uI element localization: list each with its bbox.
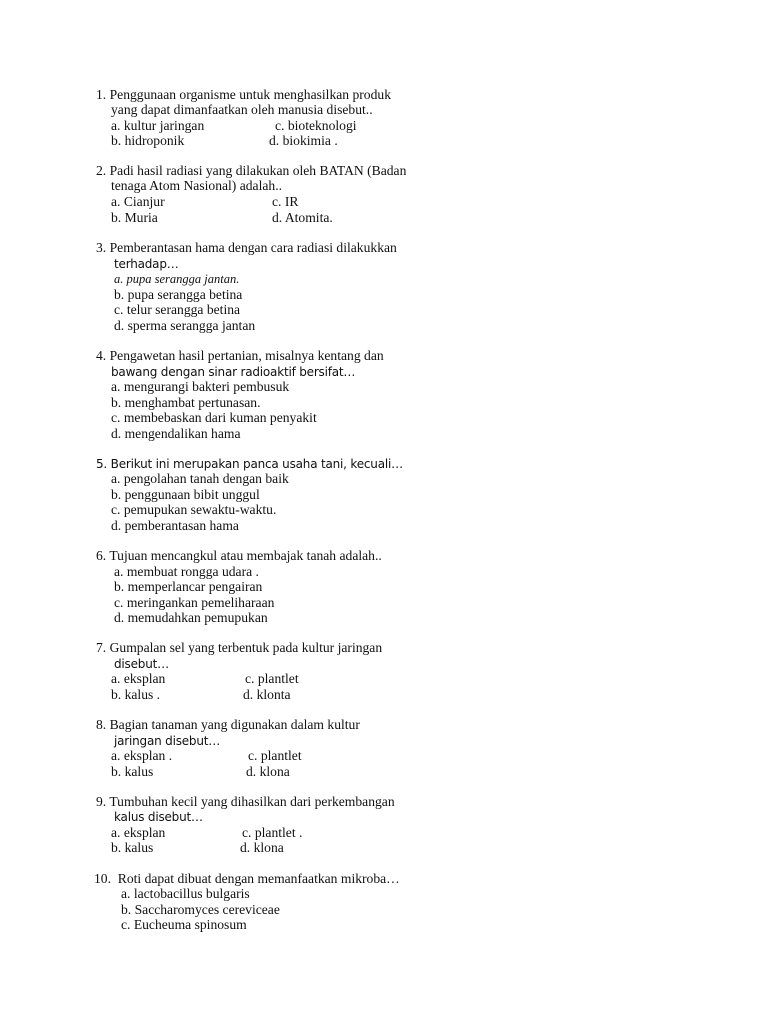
question-4-option-a: a. mengurangi bakteri pembusuk xyxy=(111,379,290,394)
question-6-option-c: c. meringankan pemeliharaan xyxy=(114,595,275,610)
question-9-option-a: a. eksplan xyxy=(111,825,166,840)
question-1-option-d: d. biokimia . xyxy=(269,133,338,148)
question-2-option-b: b. Muria xyxy=(111,210,158,225)
question-9-option-b: b. kalus xyxy=(111,840,154,855)
question-9-option-d: d. klona xyxy=(240,840,284,855)
question-10-option-b: b. Saccharomyces cereviceae xyxy=(121,902,280,917)
question-6-option-b: b. memperlancar pengairan xyxy=(114,579,263,594)
question-10-stem: 10. Roti dapat dibuat dengan memanfaatkan mikroba… xyxy=(94,871,400,886)
question-6-stem: 6. Tujuan mencangkul atau membajak tanah adalah.. xyxy=(96,548,382,563)
question-4-option-b: b. menghambat pertunasan. xyxy=(111,395,261,410)
question-10-option-c: c. Eucheuma spinosum xyxy=(121,917,247,932)
question-4-stem-line-2: bawang dengan sinar radioaktif bersifat… xyxy=(111,365,356,379)
question-2-option-c: c. IR xyxy=(272,194,299,209)
question-4-option-c: c. membebaskan dari kuman penyakit xyxy=(111,410,317,425)
question-6-option-d: d. memudahkan pemupukan xyxy=(114,610,268,625)
question-3-stem-line-1: 3. Pemberantasan hama dengan cara radiasi dilakukkan xyxy=(96,240,397,255)
question-3-stem-line-2: terhadap… xyxy=(114,257,179,271)
question-8-stem-line-2: jaringan disebut… xyxy=(114,734,221,748)
question-8-option-d: d. klona xyxy=(246,764,290,779)
question-3-option-a: a. pupa serangga jantan. xyxy=(114,272,240,286)
question-7-stem-line-2: disebut… xyxy=(114,657,169,671)
question-2-option-d: d. Atomita. xyxy=(272,210,333,225)
question-10-option-a: a. lactobacillus bulgaris xyxy=(121,886,250,901)
question-9-option-c: c. plantlet . xyxy=(242,825,303,840)
question-6-option-a: a. membuat rongga udara . xyxy=(114,564,259,579)
question-1-option-b: b. hidroponik xyxy=(111,133,185,148)
question-7-option-d: d. klonta xyxy=(243,687,291,702)
question-4-option-d: d. mengendalikan hama xyxy=(111,426,241,441)
question-8-option-b: b. kalus xyxy=(111,764,154,779)
question-2-option-a: a. Cianjur xyxy=(111,194,165,209)
question-2-stem-line-1: 2. Padi hasil radiasi yang dilakukan oleh BATAN (Badan xyxy=(96,163,407,178)
question-3-option-d: d. sperma serangga jantan xyxy=(114,318,256,333)
question-3-option-b: b. pupa serangga betina xyxy=(114,287,243,302)
question-2-stem-line-2: tenaga Atom Nasional) adalah.. xyxy=(111,178,282,193)
question-5-stem: 5. Berikut ini merupakan panca usaha tani, kecuali… xyxy=(96,457,403,471)
question-5-option-c: c. pemupukan sewaktu-waktu. xyxy=(111,502,277,517)
question-9-stem-line-1: 9. Tumbuhan kecil yang dihasilkan dari perkembangan xyxy=(96,794,395,809)
question-9-stem-line-2: kalus disebut… xyxy=(114,810,203,824)
question-1-option-a: a. kultur jaringan xyxy=(111,118,205,133)
question-8-option-a: a. eksplan . xyxy=(111,748,173,763)
question-8-stem-line-1: 8. Bagian tanaman yang digunakan dalam kultur xyxy=(96,717,360,732)
question-5-option-a: a. pengolahan tanah dengan baik xyxy=(111,471,289,486)
question-8-option-c: c. plantlet xyxy=(248,748,302,763)
question-1-stem-line-2: yang dapat dimanfaatkan oleh manusia disebut.. xyxy=(111,102,373,117)
question-7-option-b: b. kalus . xyxy=(111,687,161,702)
question-4-stem-line-1: 4. Pengawetan hasil pertanian, misalnya kentang dan xyxy=(96,348,384,363)
question-1-option-c: c. bioteknologi xyxy=(275,118,357,133)
question-5-option-d: d. pemberantasan hama xyxy=(111,518,239,533)
question-3-option-c: c. telur serangga betina xyxy=(114,302,241,317)
question-1-stem-line-1: 1. Penggunaan organisme untuk menghasilkan produk xyxy=(96,87,391,102)
question-7-option-c: c. plantlet xyxy=(245,671,299,686)
question-7-option-a: a. eksplan xyxy=(111,671,166,686)
question-5-option-b: b. penggunaan bibit unggul xyxy=(111,487,260,502)
question-7-stem-line-1: 7. Gumpalan sel yang terbentuk pada kultur jaringan xyxy=(96,640,383,655)
